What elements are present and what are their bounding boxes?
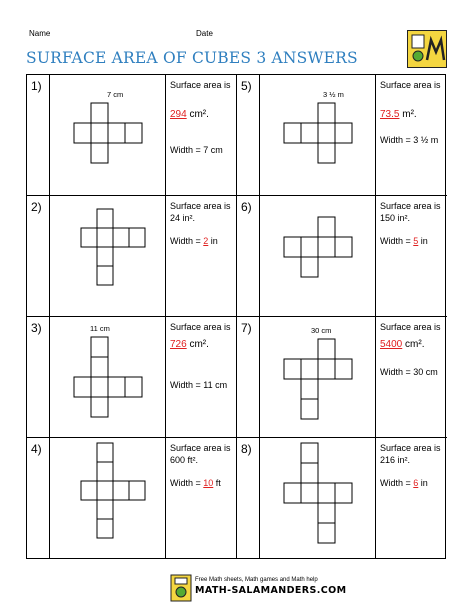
answer-value: 726 [170, 339, 187, 350]
figure-cell [260, 317, 376, 438]
cube-net-figure [274, 102, 369, 172]
number-cell [237, 438, 260, 559]
answer-cell [376, 317, 447, 438]
width-text [170, 380, 227, 392]
width-label: Width = [170, 236, 204, 246]
width-label: Width = 11 cm [170, 380, 228, 390]
answer-cell [166, 75, 237, 196]
width-answer: 6 [413, 478, 419, 488]
figure-cell [50, 438, 166, 559]
surface-area-text: Surface area is [170, 80, 231, 90]
width-text [170, 236, 218, 248]
given-value: 150 in². [380, 213, 411, 223]
figure-cell [260, 75, 376, 196]
figure-cell [260, 438, 376, 559]
date-label: Date [196, 29, 213, 38]
page-title: SURFACE AREA OF CUBES 3 ANSWERS [26, 49, 358, 67]
given-value: 216 in². [380, 455, 411, 465]
cube-net-figure [274, 442, 369, 552]
problem-number: 1) [31, 79, 42, 93]
unit-text: m². [399, 109, 417, 120]
answer-value: 73.5 [380, 109, 400, 120]
width-label: Width = 7 cm [170, 145, 223, 155]
dimension-label: 30 cm [311, 326, 332, 335]
width-label: Width = [380, 236, 414, 246]
width-label: Width = [170, 478, 204, 488]
width-text [380, 135, 438, 147]
surface-area-text: Surface area is [170, 201, 231, 211]
surface-area-text: Surface area is [170, 443, 231, 453]
number-cell [237, 317, 260, 438]
unit-text: cm². [186, 339, 209, 350]
number-cell [237, 75, 260, 196]
figure-cell [260, 196, 376, 317]
answer-cell [376, 438, 447, 559]
width-text [380, 236, 428, 248]
surface-area-text: Surface area is [380, 80, 441, 90]
answer-cell [376, 196, 447, 317]
problem-number: 4) [31, 442, 42, 456]
dimension-label: 11 cm [90, 324, 110, 333]
surface-area-text: Surface area is [380, 322, 441, 332]
number-cell [27, 196, 50, 317]
surface-area-value [170, 339, 209, 351]
footer-logo-icon [170, 574, 192, 602]
surface-area-text: Surface area is [380, 443, 441, 453]
surface-area-value [170, 455, 198, 467]
answer-cell [166, 196, 237, 317]
surface-area-value [380, 455, 410, 467]
width-text [380, 478, 428, 490]
cube-net-figure [274, 216, 369, 296]
width-unit: in [208, 236, 218, 246]
width-answer: 5 [413, 236, 419, 246]
width-text [380, 367, 438, 379]
width-answer: 10 [203, 478, 214, 488]
width-label: Width = 30 cm [380, 367, 438, 377]
width-answer: 2 [203, 236, 209, 246]
figure-cell [50, 317, 166, 438]
problem-number: 5) [241, 79, 252, 93]
problem-number: 7) [241, 321, 252, 335]
surface-area-value [380, 213, 410, 225]
number-cell [237, 196, 260, 317]
footer-brand: MATH-SALAMANDERS.COM [195, 585, 347, 596]
problem-number: 3) [31, 321, 42, 335]
surface-area-value [170, 213, 195, 225]
cube-net-figure [64, 102, 154, 172]
answer-cell [376, 75, 447, 196]
answer-value: 5400 [380, 339, 403, 350]
width-label: Width = 3 ½ m [380, 135, 439, 145]
number-cell [27, 75, 50, 196]
number-cell [27, 317, 50, 438]
cube-net-figure [74, 208, 154, 308]
dimension-label: 7 cm [107, 90, 124, 99]
given-value: 600 ft². [170, 455, 199, 465]
answer-cell [166, 438, 237, 559]
width-text [170, 478, 221, 490]
unit-text: cm². [402, 339, 425, 350]
given-value: 24 in². [170, 213, 196, 223]
width-unit: in [418, 478, 428, 488]
answer-cell [166, 317, 237, 438]
surface-area-value [380, 339, 424, 351]
surface-area-text: Surface area is [170, 322, 231, 332]
name-label: Name [29, 29, 51, 38]
figure-cell [50, 196, 166, 317]
problem-number: 6) [241, 200, 252, 214]
width-text [170, 145, 223, 157]
answer-value: 294 [170, 109, 187, 120]
width-unit: in [418, 236, 428, 246]
width-label: Width = [380, 478, 414, 488]
salamander-logo-icon [407, 30, 447, 68]
figure-cell [50, 75, 166, 196]
cube-net-figure [274, 338, 369, 438]
surface-area-value [170, 109, 209, 121]
problem-number: 8) [241, 442, 252, 456]
cube-net-figure [64, 336, 154, 436]
dimension-label: 3 ½ m [323, 90, 344, 99]
surface-area-text: Surface area is [380, 201, 441, 211]
problem-number: 2) [31, 200, 42, 214]
unit-text: cm². [186, 109, 209, 120]
width-unit: ft [213, 478, 221, 488]
number-cell [27, 438, 50, 559]
cube-net-figure [74, 442, 154, 552]
surface-area-value [380, 109, 417, 121]
problems-grid [26, 74, 446, 559]
footer-tagline: Free Math sheets, Math games and Math help [195, 577, 318, 583]
